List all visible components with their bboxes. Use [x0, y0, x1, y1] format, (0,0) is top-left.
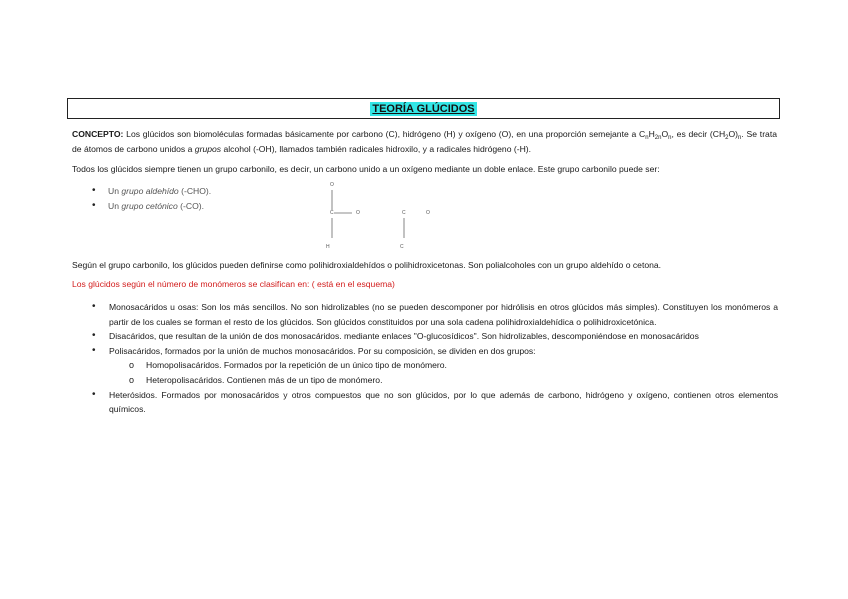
concept-paragraph [72, 127, 777, 156]
formula-label: H [326, 244, 330, 250]
list-item-em: grupo cetónico [121, 201, 178, 211]
sub-list [109, 358, 778, 387]
page-title: TEORÍA GLÚCIDOS [372, 102, 475, 115]
concept-text-a: Los glúcidos son biomoléculas formadas básicamente por carbono (C), hidrógeno (H) y oxígeno (O), en una proporción semejante a C [123, 129, 646, 139]
carbonyl-types-list [92, 184, 211, 214]
monomer-types-list [92, 300, 778, 417]
concept-text-f: . Se trata de átomos de carbono unidos a [72, 129, 777, 154]
list-item-suffix: (-CHO). [178, 186, 212, 196]
list-item [92, 184, 211, 199]
formula-bonds [320, 180, 440, 252]
formula-label: C [400, 244, 404, 250]
formula-label: O [330, 182, 334, 188]
formula-label: C [402, 210, 406, 216]
sub-list-marker: o [129, 360, 135, 371]
list-item [92, 329, 778, 344]
sub-list-item [109, 373, 778, 388]
carbonyl-intro: Todos los glúcidos siempre tienen un grupo carbonilo, es decir, un carbono unido a un oxígeno mediante un doble enlace. Este grupo carbonilo puede ser: [72, 164, 660, 174]
carbonyl-formula-figure [320, 180, 440, 252]
sub-list-marker: o [129, 374, 135, 385]
concept-grupos: grupos [194, 143, 222, 154]
list-item-text: Heterósidos. Formados por monosacáridos y otros compuestos que no son glúcidos, por lo que además de carbono, hidrógeno y oxígeno, contienen otros elementos químicos. [109, 389, 778, 415]
formula-label: C [330, 210, 334, 216]
list-item-text: Monosacáridos u osas: Son los más sencillos. No son hidrolizables (no se pueden descomponer por hidrólisis en otros glúcidos más simples). Constituyen los monómeros a partir de los cuales se forman el resto de los glúcidos. Son glúcidos constituidos por una sola cadena polihidroxialdehídica o polihidroxicetónica. [109, 302, 778, 327]
concept-sub-n2: n [668, 135, 672, 141]
list-item [92, 300, 778, 329]
sub-list-text: Heteropolisacáridos. Contienen más de un tipo de monómero. [146, 374, 383, 385]
list-item-prefix: Un [108, 201, 122, 211]
concept-text-e: O) [728, 129, 739, 139]
concept-sub-n1: n [645, 135, 649, 141]
sub-list-item [109, 358, 778, 373]
list-item-text: Polisacáridos, formados por la unión de muchos monosacáridos. Por su composición, se dividen en dos grupos: [109, 345, 536, 356]
classification-paragraph: Según el grupo carbonilo, los glúcidos pueden definirse como polihidroxialdehídos o polihidroxicetonas. Son polialcoholes con un grupo aldehído o cetona. [72, 260, 662, 270]
concept-label: CONCEPTO: [72, 129, 124, 139]
concept-sub-2: 2 [725, 135, 729, 141]
concept-text-g: alcohol (-OH), llamados también radicales hidroxilo, y a radicales hidrógeno (-H). [221, 143, 532, 154]
list-item-suffix: (-CO). [177, 201, 205, 211]
concept-text-d: , es decir (CH [671, 129, 726, 139]
list-item-text: Disacáridos, que resultan de la unión de dos monosacáridos. mediante enlaces "O-glucosídicos". Son hidrolizables, descomponiéndose en monosacáridos [109, 331, 699, 342]
formula-label: O [356, 210, 360, 216]
list-item-prefix: Un [108, 186, 122, 196]
concept-sub-2n: 2n [654, 135, 662, 141]
concept-text-b: H [648, 129, 655, 139]
concept-text-c: O [661, 129, 669, 139]
list-item [92, 388, 778, 417]
list-item-em: grupo aldehído [121, 186, 179, 196]
monomer-heading: Los glúcidos según el número de monómeros se clasifican en: ( está en el esquema) [72, 279, 395, 289]
concept-sub-n3: n [738, 135, 742, 141]
sub-list-text: Homopolisacáridos. Formados por la repetición de un único tipo de monómero. [146, 360, 447, 371]
list-item [92, 199, 211, 214]
title-box [67, 98, 780, 119]
formula-label: O [426, 210, 430, 216]
list-item [92, 344, 778, 388]
